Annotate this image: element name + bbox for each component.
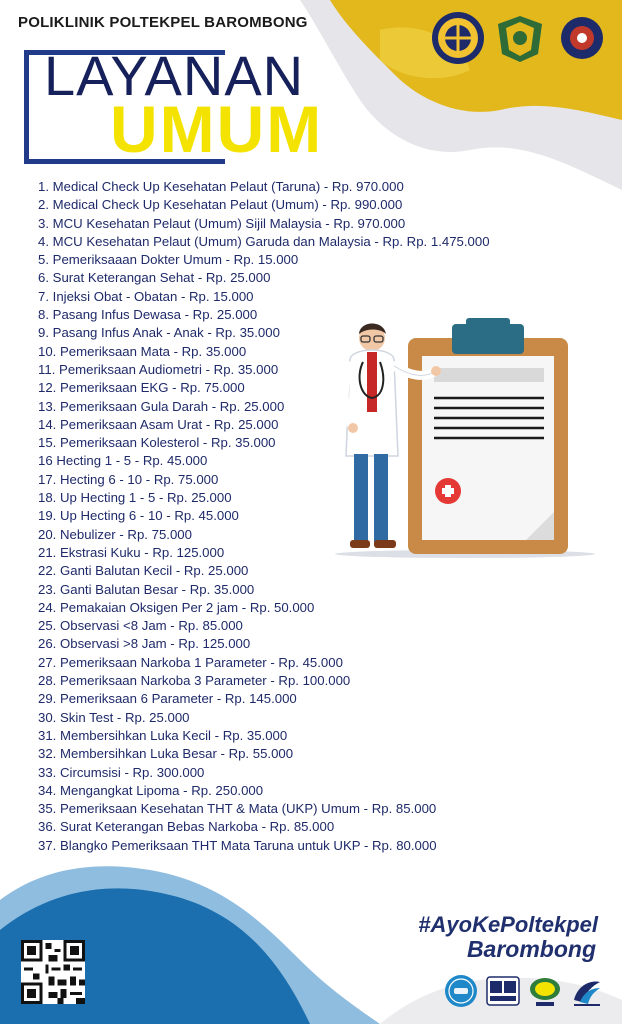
blu-logo-icon <box>444 974 478 1008</box>
header-logos <box>430 10 610 66</box>
service-item: 6. Surat Keterangan Sehat - Rp. 25.000 <box>38 270 271 286</box>
poltekpel-seal-icon <box>554 10 610 66</box>
service-item: 24. Pemakaian Oksigen Per 2 jam - Rp. 50.000 <box>38 599 315 615</box>
service-item: 19. Up Hecting 6 - 10 - Rp. 45.000 <box>38 508 239 524</box>
doctor-clipboard-illustration <box>330 316 600 561</box>
service-item: 29. Pemeriksaan 6 Parameter - Rp. 145.000 <box>38 691 297 707</box>
hashtag-line1: #AyoKePoltekpel <box>418 912 598 937</box>
service-item: 5. Pemeriksaaan Dokter Umum - Rp. 15.000 <box>38 252 299 268</box>
service-item: 13. Pemeriksaan Gula Darah - Rp. 25.000 <box>38 398 285 414</box>
service-item: 4. MCU Kesehatan Pelaut (Umum) Garuda dan Malaysia - Rp. Rp. 1.475.000 <box>38 233 490 249</box>
service-item: 33. Circumsisi - Rp. 300.000 <box>38 764 205 780</box>
ban-pt-logo-icon <box>528 974 562 1008</box>
organization-name: POLIKLINIK POLTEKPEL BAROMBONG <box>18 14 308 31</box>
service-item: 27. Pemeriksaan Narkoba 1 Parameter - Rp. 45.000 <box>38 654 343 670</box>
service-item: 37. Blangko Pemeriksaan THT Mata Taruna untuk UKP - Rp. 80.000 <box>38 837 437 853</box>
ristekdikti-logo-icon <box>570 974 604 1008</box>
certification-badge-icon <box>486 974 520 1008</box>
service-item: 1. Medical Check Up Kesehatan Pelaut (Taruna) - Rp. 970.000 <box>38 179 404 194</box>
qr-code-icon[interactable] <box>21 940 85 1004</box>
service-item: 2. Medical Check Up Kesehatan Pelaut (Umum) - Rp. 990.000 <box>38 197 403 213</box>
service-item: 8. Pasang Infus Dewasa - Rp. 25.000 <box>38 307 258 323</box>
ministry-emblem-icon <box>430 10 486 66</box>
footer-logos <box>444 974 604 1008</box>
service-item: 28. Pemeriksaan Narkoba 3 Parameter - Rp. 100.000 <box>38 673 351 689</box>
service-item: 23. Ganti Balutan Besar - Rp. 35.000 <box>38 581 255 597</box>
service-item: 30. Skin Test - Rp. 25.000 <box>38 709 190 725</box>
service-item: 15. Pemeriksaan Kolesterol - Rp. 35.000 <box>38 435 276 451</box>
service-item: 25. Observasi <8 Jam - Rp. 85.000 <box>38 618 243 634</box>
service-item: 34. Mengangkat Lipoma - Rp. 250.000 <box>38 782 264 798</box>
service-item: 36. Surat Keterangan Bebas Narkoba - Rp. 85.000 <box>38 819 335 835</box>
hashtag-line2: Barombong <box>466 936 596 962</box>
service-item: 35. Pemeriksaan Kesehatan THT & Mata (UKP) Umum - Rp. 85.000 <box>38 801 437 817</box>
service-item: 22. Ganti Balutan Kecil - Rp. 25.000 <box>38 563 249 579</box>
service-item: 14. Pemeriksaan Asam Urat - Rp. 25.000 <box>38 416 279 432</box>
service-item: 32. Membersihkan Luka Besar - Rp. 55.000 <box>38 746 294 762</box>
page-title-line2: UMUM <box>110 92 324 166</box>
service-item: 12. Pemeriksaan EKG - Rp. 75.000 <box>38 380 245 396</box>
service-item: 18. Up Hecting 1 - 5 - Rp. 25.000 <box>38 490 232 506</box>
page-title-line1: LAYANAN <box>44 44 305 107</box>
service-item: 7. Injeksi Obat - Obatan - Rp. 15.000 <box>38 288 254 304</box>
service-item: 21. Ekstrasi Kuku - Rp. 125.000 <box>38 544 225 560</box>
service-item: 11. Pemeriksaan Audiometri - Rp. 35.000 <box>38 361 279 377</box>
service-item: 20. Nebulizer - Rp. 75.000 <box>38 526 192 542</box>
service-item: 26. Observasi >8 Jam - Rp. 125.000 <box>38 636 251 652</box>
service-item: 9. Pasang Infus Anak - Anak - Rp. 35.000 <box>38 325 280 341</box>
service-item: 31. Membersihkan Luka Kecil - Rp. 35.000 <box>38 727 288 743</box>
service-item: 10. Pemeriksaan Mata - Rp. 35.000 <box>38 343 247 359</box>
service-item: 16 Hecting 1 - 5 - Rp. 45.000 <box>38 453 208 469</box>
eagle-crest-icon <box>492 10 548 66</box>
service-item: 17. Hecting 6 - 10 - Rp. 75.000 <box>38 471 219 487</box>
service-item: 3. MCU Kesehatan Pelaut (Umum) Sijil Malaysia - Rp. 970.000 <box>38 215 406 231</box>
